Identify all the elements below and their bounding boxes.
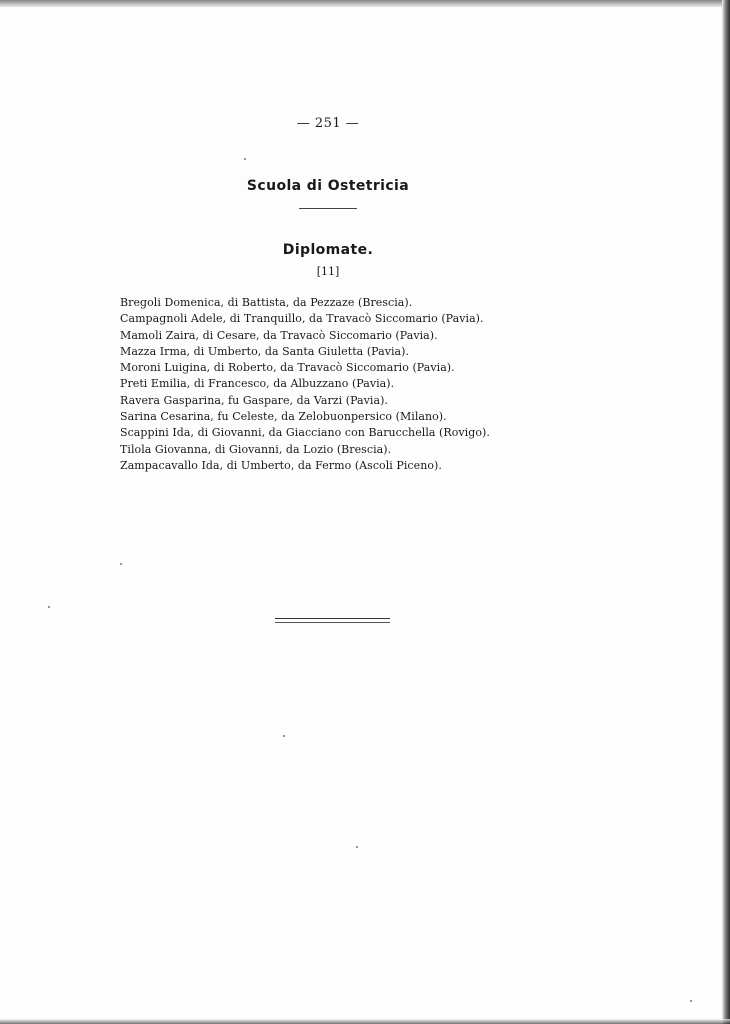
scan-edge-bottom [0,1019,730,1024]
school-title: Scuola di Ostetricia [246,178,410,194]
scan-speck [356,846,358,848]
scan-speck [244,158,246,160]
list-item: Sarina Cesarina, fu Celeste, da Zelobuonpersico (Milano). [120,410,447,424]
scan-speck [283,735,285,737]
graduates-list [120,295,560,474]
end-divider [275,618,390,623]
list-item: Preti Emilia, di Francesco, da Albuzzano (Pavia). [120,377,395,391]
scan-speck [120,563,122,565]
list-item: Ravera Gasparina, fu Gaspare, da Varzi (Pavia). [120,393,388,407]
scan-edge-top [0,0,730,7]
list-item: Campagnoli Adele, di Tranquillo, da Travacò Siccomario (Pavia). [120,312,484,326]
entry-count: [11] [316,265,340,278]
page-number: — 251 — [296,116,360,131]
list-item: Mamoli Zaira, di Cesare, da Travacò Siccomario (Pavia). [120,328,438,342]
list-item: Zampacavallo Ida, di Umberto, da Fermo (Ascoli Piceno). [120,458,442,472]
list-item: Moroni Luigina, di Roberto, da Travacò Siccomario (Pavia). [120,361,455,375]
list-item: Scappini Ida, di Giovanni, da Giacciano con Barucchella (Rovigo). [120,426,490,440]
list-item: Tilola Giovanna, di Giovanni, da Lozio (Brescia). [120,442,392,456]
scan-edge-right [722,0,730,1024]
title-divider [299,208,357,209]
list-item: Mazza Irma, di Umberto, da Santa Giuletta (Pavia). [120,344,410,358]
scan-speck [48,606,50,608]
scan-speck [690,1000,692,1002]
section-title: Diplomate. [282,242,374,258]
list-item: Bregoli Domenica, di Battista, da Pezzaze (Brescia). [120,296,413,309]
